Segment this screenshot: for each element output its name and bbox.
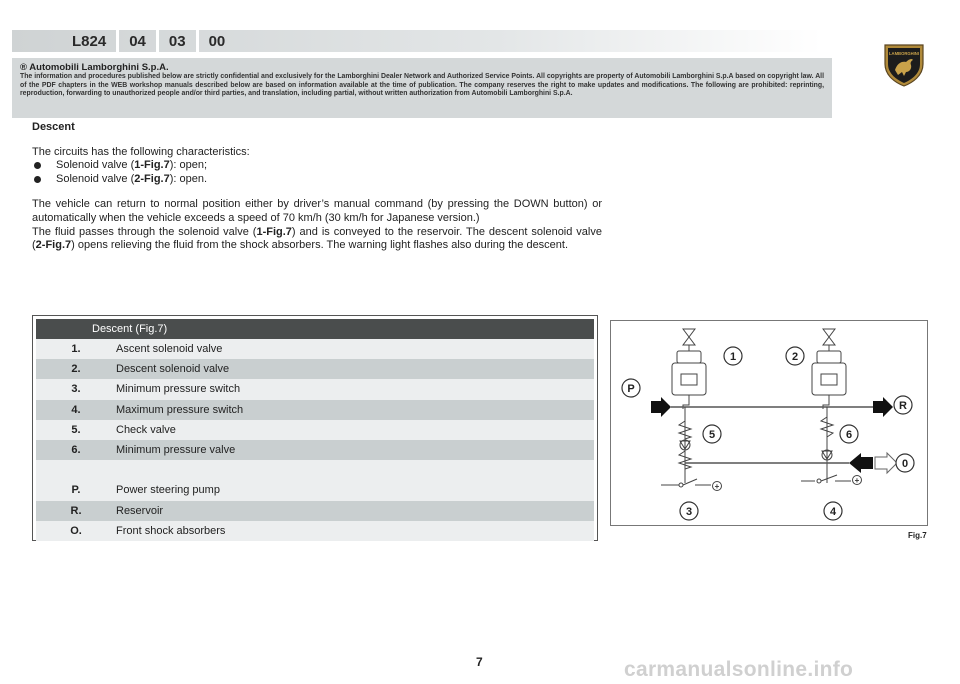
legend-table <box>32 315 598 541</box>
hydraulic-diagram-svg <box>611 321 927 525</box>
lamborghini-logo <box>882 42 926 88</box>
paragraph-flow: The fluid passes through the solenoid valve (1-Fig.7) and is conveyed to the reservoir. The descent solenoid valve (2-Fig.7) opens relieving the fluid from the shock absorbers. The warning light flashes also during the descent. <box>32 225 602 252</box>
notice-title: ® Automobili Lamborghini S.p.A. <box>20 62 169 73</box>
bullet-text: Solenoid valve (1-Fig.7): open; <box>56 159 208 172</box>
table-row <box>36 460 594 480</box>
table-row: 3. Minimum pressure switch <box>36 379 594 399</box>
label-1: 1 <box>729 351 737 363</box>
bullet-item <box>32 159 602 173</box>
reservoir-arrow-icon <box>873 397 893 417</box>
table-row: 6. Minimum pressure valve <box>36 440 594 460</box>
code-revision: 00 <box>208 32 226 50</box>
watermark: carmanualsonline.info <box>624 658 854 681</box>
table-row: O. Front shock absorbers <box>36 521 594 541</box>
label-o: 0 <box>901 458 909 470</box>
code-subgroup: 03 <box>168 32 186 50</box>
notice-body: The information and procedures published below are strictly confidential and exclusively for the Lamborghini Dealer Network and Authorized Service Points. All copyrights are property of Automobili Lamborghini S.p.A based on copyright law. All of the PDF chapters in the WEB workshop manuals described below are based on information available at the time of publication. The company reserves the right to make updates and modifications. The following are prohibited: reprinting, reproduction, forwarding to unauthorized people and/or third parties, and translation, including partial, without written authorization from Automobili Lamborghini S.p.A. <box>20 73 824 98</box>
table-row: R. Reservoir <box>36 501 594 521</box>
plus-sign: + <box>854 476 860 485</box>
table-row: 1. Ascent solenoid valve <box>36 339 594 359</box>
label-5: 5 <box>708 429 716 441</box>
label-3: 3 <box>685 506 693 518</box>
intro-text: The circuits has the following characteristics: <box>32 145 250 158</box>
copyright-notice <box>12 58 832 118</box>
solenoid-coil-icon <box>683 329 695 345</box>
document-code <box>72 30 235 52</box>
table-row: 5. Check valve <box>36 420 594 440</box>
label-4: 4 <box>829 506 837 518</box>
plus-sign: + <box>714 482 720 491</box>
pump-arrow-icon <box>651 397 671 417</box>
code-group: 04 <box>129 32 146 50</box>
table-row: 4. Maximum pressure switch <box>36 400 594 420</box>
main-text <box>32 121 602 253</box>
shock-arrow-icon <box>849 453 873 473</box>
bullet-icon <box>34 176 41 183</box>
bullet-icon <box>34 162 41 169</box>
table-row: P. Power steering pump <box>36 480 594 500</box>
section-title: Descent <box>32 121 75 133</box>
label-6: 6 <box>845 429 853 441</box>
label-2: 2 <box>791 351 799 363</box>
logo-lettering: LAMBORGHINI <box>888 51 920 56</box>
bullet-text: Solenoid valve (2-Fig.7): open. <box>56 172 208 185</box>
label-p: P <box>627 383 635 395</box>
bullet-item <box>32 173 602 187</box>
page-number: 7 <box>476 655 483 669</box>
table-row: 2. Descent solenoid valve <box>36 359 594 379</box>
label-r: R <box>899 400 907 412</box>
hydraulic-diagram <box>610 320 928 526</box>
figure-caption: Fig.7 <box>908 531 927 540</box>
solenoid-coil-icon <box>823 329 835 345</box>
table-header: Descent (Fig.7) <box>36 319 594 339</box>
paragraph-return: The vehicle can return to normal position either by driver’s manual command (by pressing the DOWN button) or automatically when the vehicle exceeds a speed of 70 km/h (30 km/h for Japanese version.) <box>32 198 602 224</box>
code-model: L824 <box>72 32 107 50</box>
